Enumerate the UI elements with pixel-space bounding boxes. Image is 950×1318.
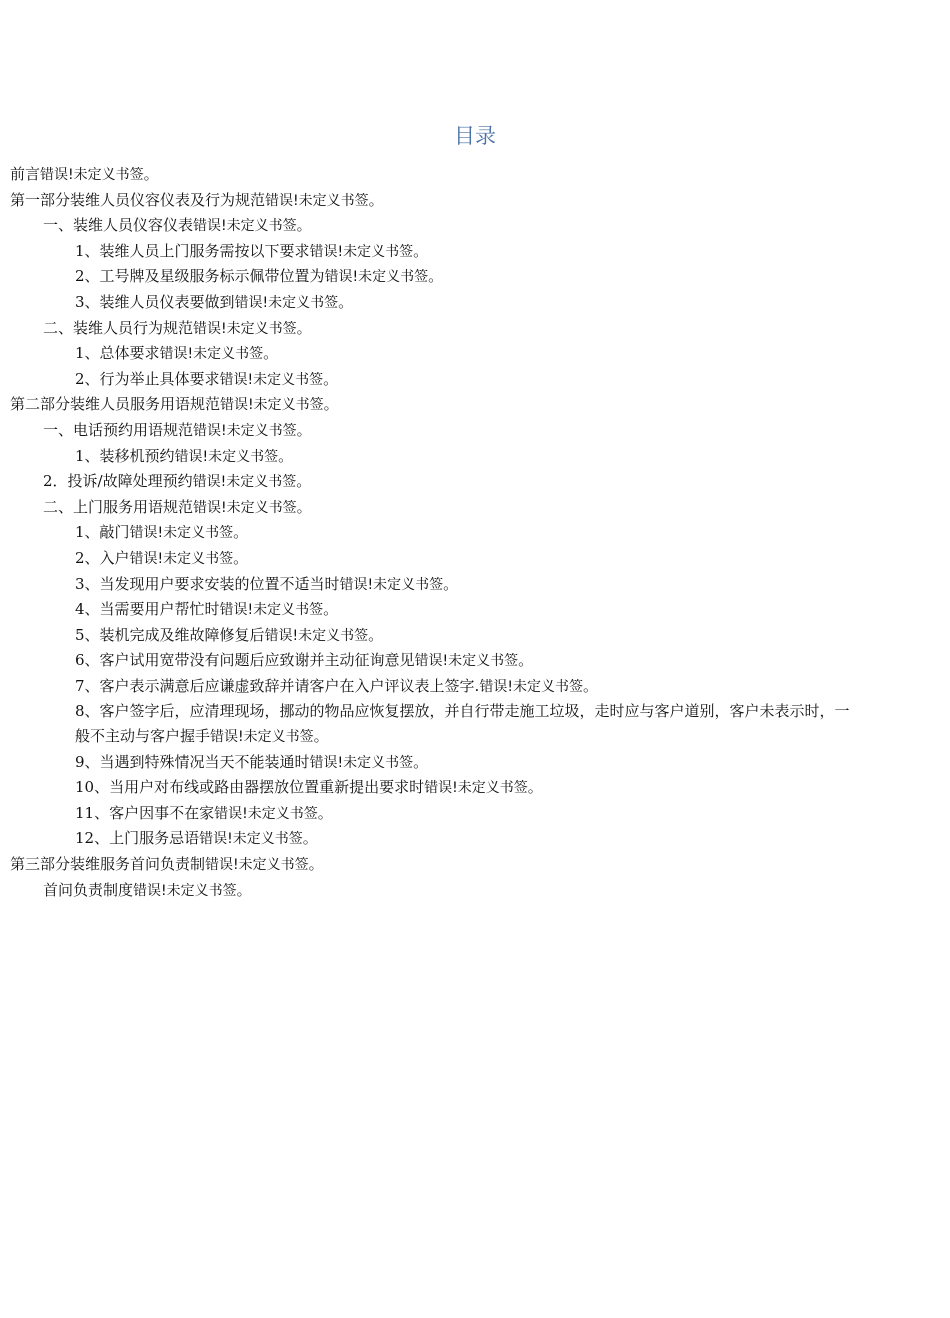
bookmark-error-text: 错误!未定义书签	[219, 371, 324, 388]
toc-entry[interactable]	[10, 546, 942, 572]
toc-entry-period: 。	[296, 472, 312, 491]
toc-entry[interactable]	[10, 316, 942, 342]
toc-entry-period: 。	[428, 267, 444, 286]
toc-entry-period: 。	[308, 855, 324, 874]
toc-entry[interactable]	[10, 367, 942, 393]
bookmark-error-text: 错误!未定义书签	[265, 192, 369, 209]
bookmark-error-text: 错误!未定义书签	[193, 218, 297, 235]
toc-entry[interactable]	[10, 699, 942, 749]
toc-entry[interactable]	[10, 878, 942, 904]
toc-entry-period: 。	[338, 292, 354, 311]
bookmark-error-text: 错误!未定义书签	[133, 882, 237, 899]
toc-entry[interactable]	[10, 801, 942, 827]
bookmark-error-text: 错误!未定义书签	[210, 729, 314, 746]
toc-entry-period: 。	[296, 216, 312, 235]
toc-entry[interactable]	[10, 775, 942, 801]
toc-entry-text: 1、装移机预约	[75, 446, 175, 465]
toc-entry-text: 2、行为举止具体要求	[75, 369, 220, 388]
toc-entry[interactable]	[10, 290, 942, 316]
bookmark-error-text: 错误!未定义书签	[193, 422, 297, 439]
toc-entry-text: 2、工号牌及星级服务标示佩带位置为	[75, 267, 325, 286]
toc-entry[interactable]	[10, 648, 942, 674]
toc-entry[interactable]	[10, 264, 942, 290]
toc-entry-text: 11、客户因事不在家	[75, 803, 215, 822]
toc-entry-text: 首问负责制度	[43, 880, 134, 899]
toc-entry[interactable]	[10, 213, 942, 239]
toc-entry-period: 。	[518, 651, 534, 670]
bookmark-error-text: 错误!未定义书签	[205, 857, 309, 874]
toc-entry-text: 1、装维人员上门服务需按以下要求	[75, 241, 310, 260]
toc-entry-period: 。	[313, 727, 329, 746]
bookmark-error-text: 错误!未定义书签	[174, 448, 279, 465]
bookmark-error-text: 错误!未定义书签	[424, 780, 528, 797]
toc-entry-text: 二、上门服务用语规范	[43, 497, 194, 516]
toc-entry-period: 。	[143, 165, 159, 183]
toc-entry[interactable]	[10, 826, 942, 852]
toc-entry[interactable]	[10, 495, 942, 521]
bookmark-error-text: 错误!未定义书签	[129, 525, 234, 542]
toc-entry[interactable]	[10, 852, 942, 878]
toc-entry[interactable]	[10, 444, 942, 470]
toc-entry[interactable]	[10, 572, 942, 598]
toc-entry-period: 。	[413, 752, 429, 771]
toc-entry-period: 。	[302, 829, 318, 848]
toc-entry-period: 。	[323, 369, 339, 388]
bookmark-error-text: 错误!未定义书签	[193, 499, 297, 516]
toc-entry-text: 一、装维人员仪容仪表	[43, 216, 194, 235]
toc-list	[10, 162, 942, 903]
bookmark-error-text: 错误!未定义书签	[193, 320, 297, 337]
toc-entry-period: 。	[368, 625, 384, 644]
toc-entry[interactable]	[10, 520, 942, 546]
toc-entry-period: 。	[236, 880, 252, 899]
toc-entry-text: 10、当用户对布线或路由器摆放位置重新提出要求时	[75, 778, 425, 797]
bookmark-error-text: 错误!未定义书签	[220, 397, 324, 414]
toc-entry-text: 3、当发现用户要求安装的位置不适当时	[75, 574, 340, 593]
toc-entry-period: 。	[527, 778, 543, 797]
toc-entry-period: 。	[413, 241, 429, 260]
bookmark-error-text: 错误!未定义书签	[219, 602, 324, 619]
toc-entry-text: 一、电话预约用语规范	[43, 420, 194, 439]
toc-entry-period: 。	[296, 497, 312, 516]
toc-entry-period: 。	[317, 803, 333, 822]
toc-entry-text: 1、敲门	[75, 523, 130, 542]
toc-entry[interactable]	[10, 418, 942, 444]
toc-entry-period: 。	[323, 600, 339, 619]
toc-entry-text: 9、当遇到特殊情况当天不能装通时	[75, 752, 310, 771]
bookmark-error-text: 错误!未定义书签	[414, 653, 519, 670]
toc-entry-text: 第三部分装维服务首问负责制	[10, 855, 206, 874]
toc-entry-period: 。	[233, 548, 249, 567]
bookmark-error-text: 错误!未定义书签	[234, 294, 339, 311]
toc-entry[interactable]	[10, 188, 942, 214]
toc-entry-period: 。	[296, 318, 312, 337]
toc-entry[interactable]	[10, 674, 942, 700]
toc-entry-text: 第一部分装维人员仪容仪表及行为规范	[10, 190, 266, 209]
bookmark-error-text: 错误!未定义书签	[199, 831, 303, 848]
bookmark-error-text: 错误!未定义书签	[129, 550, 234, 567]
toc-entry-text: 5、装机完成及维故障修复后	[75, 625, 265, 644]
toc-entry[interactable]	[10, 392, 942, 418]
toc-entry[interactable]	[10, 239, 942, 265]
bookmark-error-text: 错误!未定义书签	[309, 754, 414, 771]
toc-entry-period: 。	[278, 446, 294, 465]
toc-entry-text: 二、装维人员行为规范	[43, 318, 194, 337]
toc-entry-text: 第二部分装维人员服务用语规范	[10, 395, 221, 414]
toc-entry-text: 1、总体要求	[75, 344, 160, 363]
toc-entry-period: 。	[443, 574, 459, 593]
toc-entry-period: 。	[582, 676, 598, 695]
bookmark-error-text: 错误!未定义书签	[40, 167, 144, 183]
toc-entry[interactable]	[10, 469, 942, 495]
bookmark-error-text: 错误!未定义书签	[192, 474, 297, 491]
toc-entry-period: 。	[263, 344, 279, 363]
toc-entry[interactable]	[10, 597, 942, 623]
toc-entry-continuation	[10, 724, 942, 750]
toc-entry-period: 。	[323, 395, 339, 414]
toc-title: 目录	[454, 124, 496, 148]
toc-entry-text: 前言	[10, 165, 41, 183]
bookmark-error-text: 错误!未定义书签	[159, 346, 264, 363]
toc-entry-text: 7、客户表示满意后应谦虚致辞并请客户在入户评议表上签字.	[75, 676, 480, 695]
toc-entry-text: 6、客户试用宽带没有问题后应致谢并主动征询意见	[75, 651, 415, 670]
toc-entry-text: 2．投诉/故障处理预约	[43, 472, 193, 491]
toc-entry-text: 2、入户	[75, 548, 130, 567]
toc-entry-text: 12、上门服务忌语	[75, 829, 200, 848]
toc-entry-period: 。	[296, 420, 312, 439]
bookmark-error-text: 错误!未定义书签	[264, 627, 369, 644]
toc-entry[interactable]	[10, 341, 942, 367]
toc-entry[interactable]	[10, 162, 942, 188]
toc-entry-text: 8、客户签字后，应清理现场，挪动的物品应恢复摆放，并自行带走施工垃圾，走时应与客户道别，客户未表示时，一	[75, 702, 850, 721]
toc-entry-period: 。	[233, 523, 249, 542]
bookmark-error-text: 错误!未定义书签	[339, 576, 444, 593]
bookmark-error-text: 错误!未定义书签	[214, 805, 318, 822]
toc-entry-text: 4、当需要用户帮忙时	[75, 600, 220, 619]
toc-entry[interactable]	[10, 623, 942, 649]
toc-entry-text: 3、装维人员仪表要做到	[75, 292, 235, 311]
bookmark-error-text: 错误!未定义书签	[324, 269, 429, 286]
bookmark-error-text: 错误!未定义书签	[479, 678, 583, 695]
toc-entry-continuation-text: 般不主动与客户握手	[75, 727, 211, 746]
toc-entry-period: 。	[368, 190, 384, 209]
bookmark-error-text: 错误!未定义书签	[309, 243, 414, 260]
toc-entry[interactable]	[10, 750, 942, 776]
